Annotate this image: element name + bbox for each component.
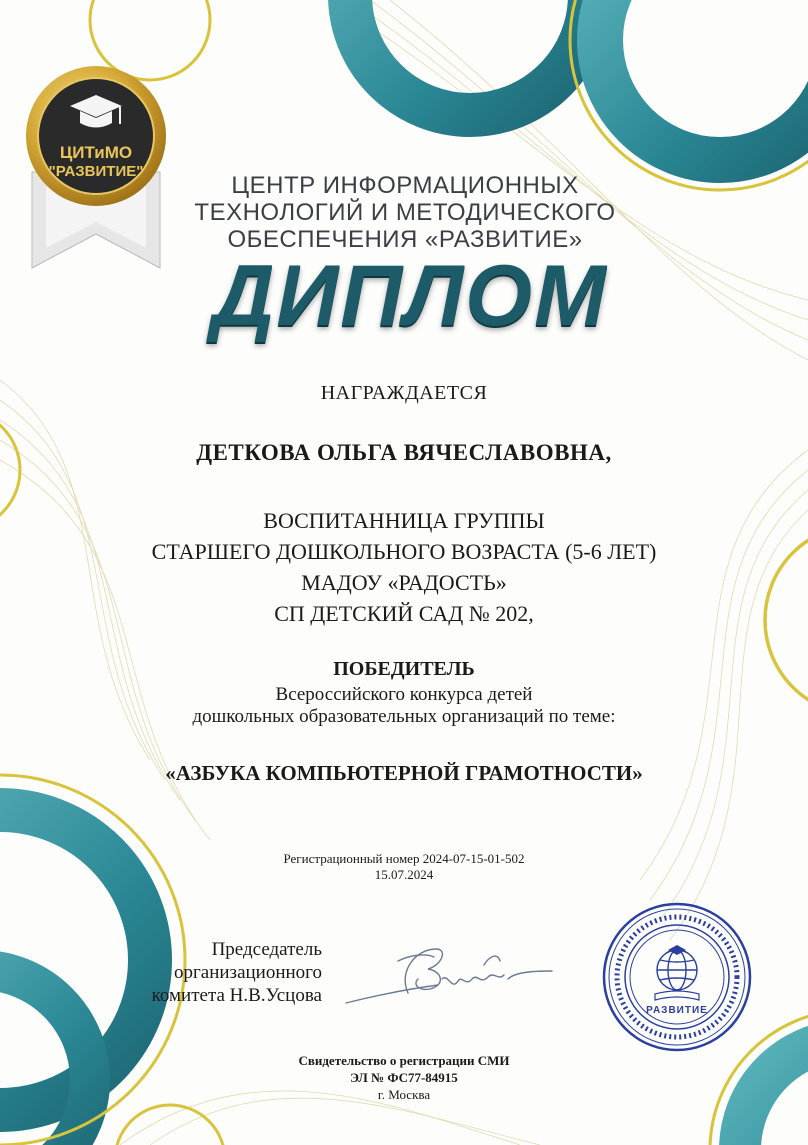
- cert-city: г. Москва: [377, 1087, 431, 1102]
- globe-icon: [657, 950, 697, 990]
- seal-text-2: "РАЗВИТИЕ": [48, 163, 144, 180]
- registration-info: [0, 851, 808, 883]
- cert-line-1: Свидетельство о регистрации СМИ: [298, 1053, 510, 1068]
- winner-label: ПОБЕДИТЕЛЬ: [333, 658, 475, 680]
- signatory-title: [100, 938, 322, 1007]
- contest-description: [0, 684, 808, 728]
- recipient-description: [0, 505, 808, 629]
- signatory-line-3: комитета Н.В.Усцова: [151, 985, 322, 1006]
- org-line-2: ТЕХНОЛОГИЙ И МЕТОДИЧЕСКОГО: [194, 199, 616, 226]
- desc-line-4: СП ДЕТСКИЙ САД № 202,: [274, 601, 534, 626]
- desc-line-2: СТАРШЕГО ДОШКОЛЬНОГО ВОЗРАСТА (5-6 ЛЕТ): [151, 539, 657, 564]
- graduation-cap-icon: [668, 945, 686, 955]
- signature-image: [338, 935, 560, 1015]
- official-stamp: [600, 900, 755, 1055]
- signatory-line-1: Председатель: [211, 939, 322, 960]
- contest-line-1: Всероссийского конкурса детей: [275, 684, 533, 705]
- organization-name: [150, 172, 660, 253]
- diploma-title: ДИПЛОМ: [212, 248, 608, 344]
- media-registration: [0, 1052, 808, 1103]
- registration-number: Регистрационный номер 2024-07-15-01-502: [283, 851, 525, 866]
- desc-line-1: ВОСПИТАННИЦА ГРУППЫ: [263, 508, 545, 533]
- registration-date: 15.07.2024: [374, 867, 434, 882]
- org-line-1: ЦЕНТР ИНФОРМАЦИОННЫХ: [231, 172, 579, 199]
- org-line-3: ОБЕСПЕЧЕНИЯ «РАЗВИТИЕ»: [227, 226, 583, 253]
- awarded-label: НАГРАЖДАЕТСЯ: [320, 382, 488, 404]
- seal-text-1: ЦИТиМО: [59, 143, 133, 162]
- cert-line-2: ЭЛ № ФС77-84915: [350, 1070, 458, 1085]
- signatory-line-2: организационного: [174, 962, 322, 983]
- recipient-name: ДЕТКОВА ОЛЬГА ВЯЧЕСЛАВОВНА,: [196, 440, 612, 465]
- contest-topic: «АЗБУКА КОМПЬЮТЕРНОЙ ГРАМОТНОСТИ»: [165, 761, 643, 785]
- desc-line-3: МАДОУ «РАДОСТЬ»: [301, 570, 507, 595]
- contest-line-2: дошкольных образовательных организаций по теме:: [192, 706, 616, 727]
- stamp-word: РАЗВИТИЕ: [646, 1005, 708, 1016]
